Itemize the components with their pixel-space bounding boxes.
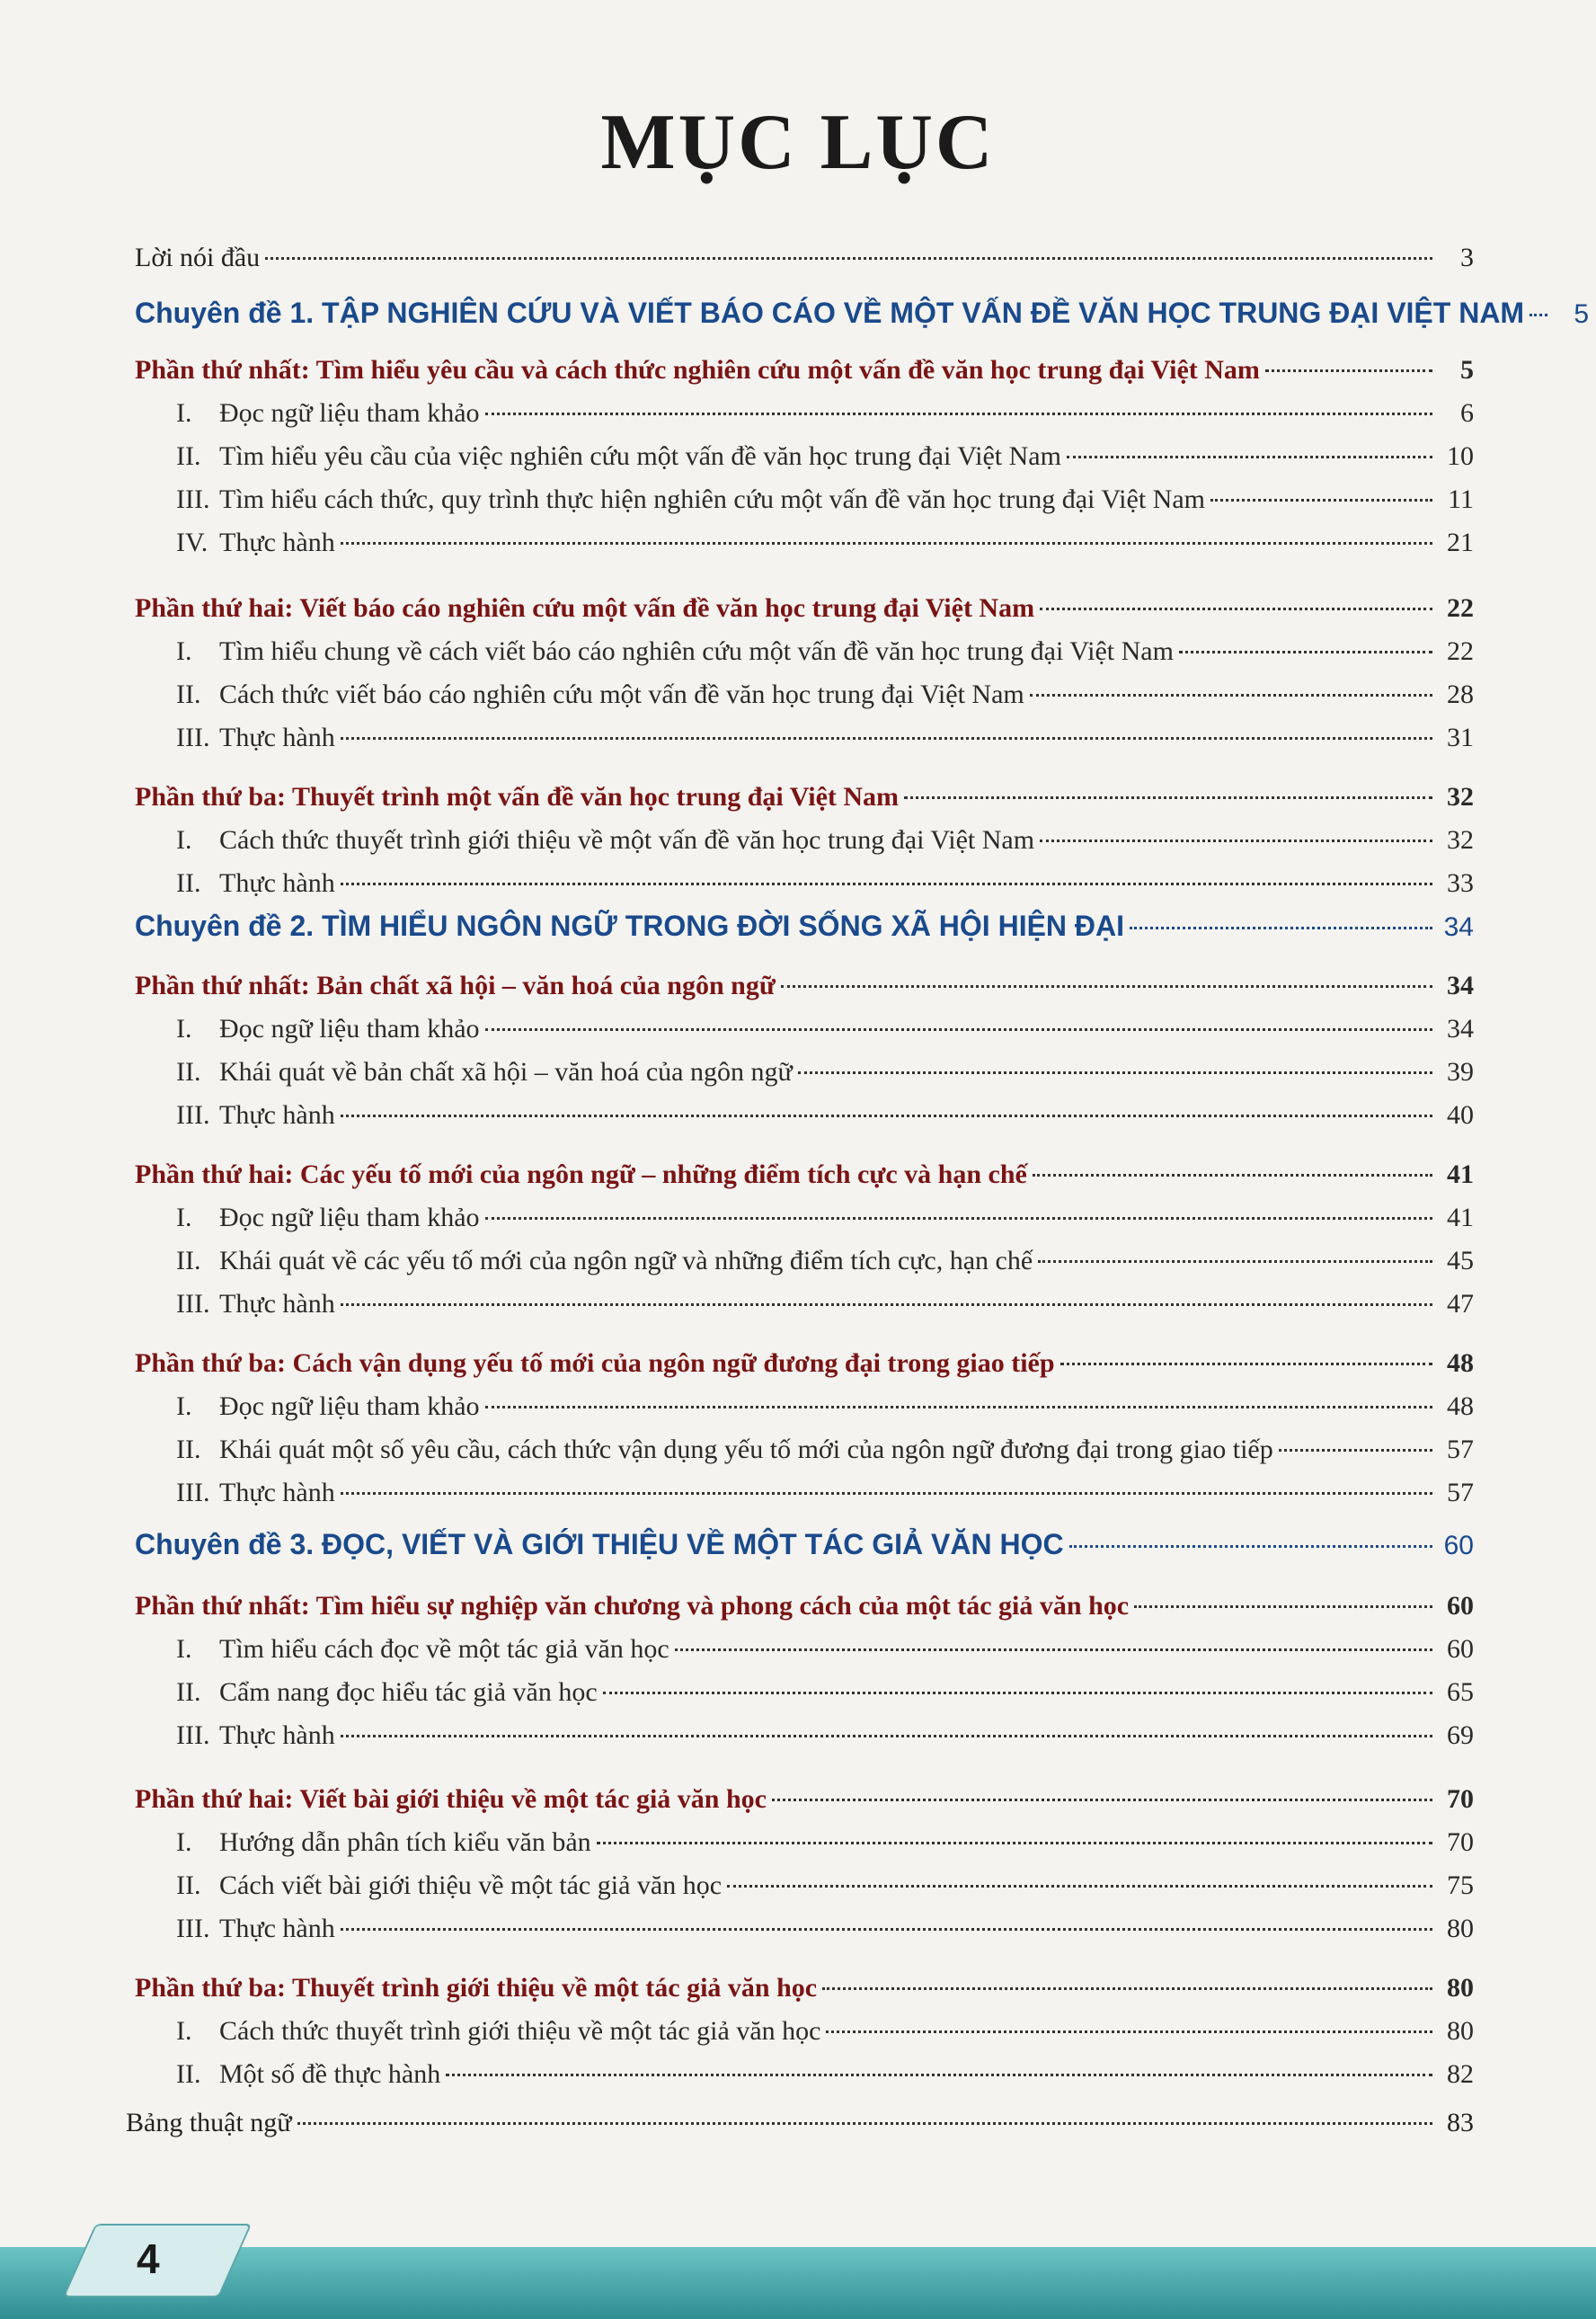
- dot-leader: [1038, 1260, 1432, 1263]
- toc-page-number: 45: [1447, 1246, 1474, 1275]
- toc-item-label: Thực hành: [219, 1914, 335, 1943]
- toc-item-numeral: I.: [176, 1391, 192, 1421]
- toc-item-numeral: I.: [176, 636, 192, 666]
- toc-entry-title: [176, 1246, 1033, 1276]
- toc-page-number: 70: [1447, 1827, 1474, 1857]
- toc-item-entry: [176, 1827, 1474, 1858]
- dot-leader: [1040, 840, 1432, 842]
- toc-item-label: Khái quát một số yêu cầu, cách thức vận dụng yếu tố mới của ngôn ngữ đương đại trong giao tiếp: [219, 1435, 1273, 1464]
- toc-page-number: 28: [1447, 680, 1474, 709]
- toc-entry-title: Chuyên đề 2. TÌM HIỂU NGÔN NGỮ TRONG ĐỜI SỐNG XÃ HỘI HIỆN ĐẠI: [135, 910, 1125, 942]
- toc-item-entry: [176, 484, 1474, 515]
- toc-entry-title: Phần thứ ba: Thuyết trình một vấn đề văn học trung đại Việt Nam: [135, 782, 900, 812]
- toc-item-entry: [176, 2016, 1474, 2047]
- toc-part-entry: [135, 1348, 1474, 1379]
- toc-entry-title: [176, 1634, 669, 1665]
- toc-page-number: 69: [1447, 1720, 1474, 1750]
- dot-leader: [446, 2074, 1432, 2076]
- toc-item-label: Thực hành: [219, 1289, 335, 1319]
- toc-entry-title: [176, 484, 1205, 515]
- toc-item-entry: [176, 1435, 1474, 1465]
- toc-page-number: 48: [1447, 1348, 1474, 1378]
- toc-entry-title: [176, 723, 335, 753]
- toc-page-number: 22: [1447, 636, 1474, 666]
- toc-item-label: Cách thức thuyết trình giới thiệu về một vấn đề văn học trung đại Việt Nam: [219, 825, 1035, 855]
- dot-leader: [1040, 608, 1432, 610]
- toc-entry-title: [176, 1203, 480, 1233]
- dot-leader: [1179, 651, 1432, 653]
- toc-entry-title: Lời nói đầu: [135, 243, 261, 272]
- toc-item-label: Cẩm nang đọc hiểu tác giả văn học: [219, 1677, 598, 1707]
- toc-page-number: 5: [1574, 299, 1590, 329]
- toc-page-number: 34: [1443, 912, 1474, 942]
- dot-leader: [798, 1071, 1432, 1074]
- toc-item-entry: [176, 1014, 1474, 1044]
- toc-page-number: 33: [1447, 868, 1474, 898]
- toc-entry-title: [176, 1100, 335, 1131]
- toc-page-number: 75: [1447, 1870, 1474, 1900]
- toc-entry-title: [176, 1478, 335, 1508]
- toc-entry-title: [176, 868, 335, 899]
- toc-chapter-entry: [135, 297, 1590, 330]
- toc-item-numeral: III.: [176, 723, 210, 752]
- toc-item-label: Thực hành: [219, 868, 335, 898]
- toc-item-entry: [176, 1478, 1474, 1508]
- toc-entry-title: [176, 636, 1174, 667]
- dot-leader: [297, 2122, 1432, 2125]
- toc-item-entry: [176, 825, 1474, 856]
- toc-item-entry: [176, 1677, 1474, 1708]
- toc-item-numeral: II.: [176, 1677, 201, 1707]
- toc-item-numeral: II.: [176, 1246, 201, 1275]
- toc-item-numeral: I.: [176, 1203, 192, 1232]
- dot-leader: [1030, 694, 1432, 697]
- toc-item-entry: [176, 1057, 1474, 1088]
- toc-page-number: 40: [1447, 1100, 1474, 1130]
- toc-item-label: Tìm hiểu yêu cầu của việc nghiên cứu một vấn đề văn học trung đại Việt Nam: [219, 441, 1061, 471]
- toc-item-entry: [176, 1720, 1474, 1751]
- toc-page-number: 34: [1447, 1014, 1474, 1044]
- toc-item-entry: [176, 1391, 1474, 1422]
- toc-page-number: 60: [1447, 1591, 1474, 1621]
- toc-item-numeral: II.: [176, 680, 201, 709]
- toc-item-numeral: III.: [176, 1289, 210, 1319]
- toc-part-entry: [135, 782, 1474, 813]
- toc-page-number: 82: [1447, 2059, 1474, 2089]
- toc-chapter-entry: [135, 1528, 1474, 1561]
- toc-entry-title: [176, 2016, 820, 2047]
- dot-leader: [781, 985, 1432, 988]
- toc-entry-title: Chuyên đề 1. TẬP NGHIÊN CỨU VÀ VIẾT BÁO CÁO VỀ MỘT VẤN ĐỀ VĂN HỌC TRUNG ĐẠI VIỆT NAM: [135, 297, 1525, 329]
- toc-page-number: 32: [1447, 782, 1474, 812]
- toc-item-numeral: II.: [176, 1435, 201, 1464]
- dot-leader: [904, 796, 1432, 799]
- dot-leader: [826, 2030, 1432, 2033]
- toc-entry-title: Bảng thuật ngữ: [126, 2108, 292, 2137]
- toc-entry-title: [176, 398, 480, 429]
- toc-item-label: Cách thức thuyết trình giới thiệu về một tác giả văn học: [219, 2016, 821, 2046]
- dot-leader: [341, 883, 1432, 885]
- toc-entry-title: Phần thứ hai: Viết báo cáo nghiên cứu một vấn đề văn học trung đại Việt Nam: [135, 593, 1035, 623]
- toc-item-numeral: III.: [176, 1478, 210, 1507]
- toc-item-label: Thực hành: [219, 528, 335, 557]
- toc-item-numeral: III.: [176, 1100, 210, 1130]
- toc-entry-title: [176, 680, 1024, 710]
- toc-item-label: Khái quát về bản chất xã hội – văn hoá của ngôn ngữ: [219, 1057, 793, 1087]
- toc-item-numeral: II.: [176, 1870, 201, 1900]
- toc-item-entry: [176, 1634, 1474, 1665]
- toc-item-numeral: III.: [176, 1914, 210, 1943]
- toc-page-number: 80: [1447, 1973, 1474, 2003]
- toc-entry-title: [176, 1677, 598, 1708]
- dot-leader: [341, 737, 1432, 740]
- dot-leader: [1130, 927, 1432, 929]
- toc-item-entry: [176, 1203, 1474, 1233]
- dot-leader: [772, 1799, 1432, 1801]
- toc-entry-title: Phần thứ nhất: Bản chất xã hội – văn hoá của ngôn ngữ: [135, 971, 776, 1000]
- dot-leader: [485, 1406, 1432, 1408]
- toc-page-number: 80: [1447, 1914, 1474, 1943]
- toc-item-numeral: II.: [176, 868, 201, 898]
- toc-entry-title: [176, 1014, 480, 1044]
- dot-leader: [341, 1735, 1432, 1737]
- dot-leader: [485, 413, 1432, 415]
- toc-entry-title: [176, 2059, 440, 2090]
- toc-item-numeral: III.: [176, 1720, 210, 1750]
- toc-item-label: Hướng dẫn phân tích kiểu văn bản: [219, 1827, 591, 1857]
- toc-item-label: Tìm hiểu chung về cách viết báo cáo nghiên cứu một vấn đề văn học trung đại Việt Nam: [219, 636, 1174, 666]
- toc-chapter-entry: [135, 910, 1474, 943]
- toc-item-label: Đọc ngữ liệu tham khảo: [219, 398, 480, 428]
- dot-leader: [1265, 369, 1432, 372]
- toc-page-number: 34: [1447, 971, 1474, 1000]
- dot-leader: [822, 1987, 1432, 1990]
- toc-item-numeral: II.: [176, 441, 201, 471]
- dot-leader: [341, 1303, 1432, 1306]
- dot-leader: [603, 1692, 1432, 1694]
- dot-leader: [341, 1115, 1432, 1117]
- toc-item-entry: [176, 1100, 1474, 1131]
- toc-item-numeral: II.: [176, 1057, 201, 1087]
- toc-page-number: 57: [1447, 1478, 1474, 1507]
- toc-page-number: 83: [1447, 2108, 1474, 2137]
- toc-item-label: Tìm hiểu cách đọc về một tác giả văn học: [219, 1634, 669, 1664]
- toc-entry-title: Phần thứ nhất: Tìm hiểu sự nghiệp văn chương và phong cách của một tác giả văn học: [135, 1591, 1130, 1621]
- dot-leader: [597, 1842, 1432, 1844]
- page-number: 4: [137, 2235, 160, 2282]
- toc-item-label: Cách thức viết báo cáo nghiên cứu một vấn đề văn học trung đại Việt Nam: [219, 680, 1024, 709]
- toc-entry-title: [176, 441, 1061, 472]
- toc-item-numeral: III.: [176, 484, 210, 514]
- toc-page-number: 70: [1447, 1784, 1474, 1814]
- dot-leader: [341, 542, 1432, 545]
- toc-item-label: Cách viết bài giới thiệu về một tác giả văn học: [219, 1870, 723, 1900]
- toc-item-entry: [176, 723, 1474, 753]
- toc-item-entry: [176, 398, 1474, 429]
- toc-page-number: 39: [1447, 1057, 1474, 1087]
- toc-item-label: Đọc ngữ liệu tham khảo: [219, 1014, 480, 1044]
- dot-leader: [1060, 1363, 1432, 1365]
- toc-item-label: Thực hành: [219, 1720, 335, 1750]
- toc-entry-title: [176, 1870, 722, 1901]
- toc-page-number: 47: [1447, 1289, 1474, 1319]
- toc-item-label: Thực hành: [219, 1100, 335, 1130]
- toc-part-entry: [135, 1784, 1474, 1815]
- toc-part-entry: [135, 1591, 1474, 1622]
- dot-leader: [1067, 456, 1432, 458]
- toc-item-numeral: IV.: [176, 528, 208, 557]
- toc-item-label: Thực hành: [219, 1478, 335, 1507]
- toc-page-number: 3: [1460, 243, 1474, 272]
- toc-top-entry: [126, 2108, 1474, 2138]
- toc-page-number: 80: [1447, 2016, 1474, 2046]
- toc-page-number: 32: [1447, 825, 1474, 855]
- toc-item-numeral: I.: [176, 1827, 192, 1857]
- toc-entry-title: Phần thứ hai: Các yếu tố mới của ngôn ngữ – những điểm tích cực và hạn chế: [135, 1160, 1027, 1189]
- toc-item-label: Khái quát về các yếu tố mới của ngôn ngữ và những điểm tích cực, hạn chế: [219, 1246, 1033, 1275]
- toc-item-entry: [176, 1914, 1474, 1944]
- toc-item-numeral: I.: [176, 1014, 192, 1044]
- toc-page-number: 22: [1447, 593, 1474, 623]
- toc-item-entry: [176, 441, 1474, 472]
- toc-item-label: Một số đề thực hành: [219, 2059, 441, 2089]
- toc-item-entry: [176, 636, 1474, 667]
- toc-entry-title: Phần thứ nhất: Tìm hiểu yêu cầu và cách thức nghiên cứu một vấn đề văn học trung đại Việt Nam: [135, 355, 1260, 385]
- toc-page-number: 60: [1443, 1531, 1474, 1560]
- toc-item-entry: [176, 2059, 1474, 2090]
- toc-item-entry: [176, 1870, 1474, 1901]
- toc-item-label: Đọc ngữ liệu tham khảo: [219, 1203, 480, 1232]
- dot-leader: [1210, 499, 1432, 502]
- toc-entry-title: Chuyên đề 3. ĐỌC, VIẾT VÀ GIỚI THIỆU VỀ MỘT TÁC GIẢ VĂN HỌC: [135, 1528, 1064, 1560]
- toc-entry-title: [176, 1827, 591, 1858]
- toc-page-number: 6: [1460, 398, 1474, 428]
- toc-entry-title: [176, 825, 1034, 856]
- toc-entry-title: [176, 1435, 1273, 1465]
- toc-item-label: Đọc ngữ liệu tham khảo: [219, 1391, 480, 1421]
- footer-band: [0, 2247, 1596, 2319]
- dot-leader: [1530, 314, 1547, 316]
- dot-leader: [727, 1885, 1432, 1888]
- toc-page-number: 57: [1447, 1435, 1474, 1464]
- toc-part-entry: [135, 593, 1474, 624]
- toc-entry-title: [176, 1720, 335, 1751]
- dot-leader: [341, 1492, 1432, 1495]
- dot-leader: [1279, 1449, 1432, 1452]
- toc-item-entry: [176, 680, 1474, 710]
- toc-top-entry: [135, 243, 1474, 273]
- toc-part-entry: [135, 971, 1474, 1001]
- dot-leader: [485, 1028, 1432, 1031]
- toc-entry-title: Phần thứ ba: Cách vận dụng yếu tố mới của ngôn ngữ đương đại trong giao tiếp: [135, 1348, 1055, 1378]
- toc-item-label: Thực hành: [219, 723, 335, 752]
- toc-page-number: 41: [1447, 1203, 1474, 1232]
- page-title: MỤC LỤC: [600, 99, 996, 186]
- toc-entry-title: [176, 1289, 335, 1319]
- dot-leader: [265, 257, 1432, 260]
- toc-page-number: 10: [1447, 441, 1474, 471]
- dot-leader: [1069, 1545, 1432, 1548]
- toc-item-numeral: I.: [176, 2016, 192, 2046]
- toc-part-entry: [135, 355, 1474, 386]
- toc-item-numeral: I.: [176, 398, 192, 428]
- toc-part-entry: [135, 1160, 1474, 1190]
- dot-leader: [675, 1648, 1432, 1651]
- toc-page-number: 5: [1460, 355, 1474, 385]
- toc-page-number: 31: [1447, 723, 1474, 752]
- toc-page-number: 60: [1447, 1634, 1474, 1664]
- toc-entry-title: [176, 1914, 335, 1944]
- dot-leader: [1134, 1605, 1432, 1608]
- toc-entry-title: Phần thứ hai: Viết bài giới thiệu về một tác giả văn học: [135, 1784, 767, 1814]
- toc-entry-title: [176, 528, 335, 558]
- toc-page-number: 21: [1447, 528, 1474, 557]
- toc-item-entry: [176, 1289, 1474, 1319]
- dot-leader: [1033, 1174, 1432, 1177]
- dot-leader: [485, 1217, 1432, 1220]
- toc-page-number: 41: [1447, 1160, 1474, 1189]
- toc-item-label: Tìm hiểu cách thức, quy trình thực hiện nghiên cứu một vấn đề văn học trung đại Việt Nam: [219, 484, 1205, 514]
- toc-entry-title: [176, 1391, 480, 1422]
- toc-page-number: 48: [1447, 1391, 1474, 1421]
- toc-item-numeral: I.: [176, 1634, 192, 1664]
- toc-item-numeral: II.: [176, 2059, 201, 2089]
- toc-item-entry: [176, 528, 1474, 558]
- toc-page-number: 11: [1448, 484, 1474, 514]
- toc-item-numeral: I.: [176, 825, 192, 855]
- dot-leader: [341, 1928, 1432, 1931]
- toc-page-number: 65: [1447, 1677, 1474, 1707]
- toc-part-entry: [135, 1973, 1474, 2004]
- toc-item-entry: [176, 868, 1474, 899]
- toc-entry-title: Phần thứ ba: Thuyết trình giới thiệu về một tác giả văn học: [135, 1973, 818, 2003]
- toc-item-entry: [176, 1246, 1474, 1276]
- toc-entry-title: [176, 1057, 793, 1088]
